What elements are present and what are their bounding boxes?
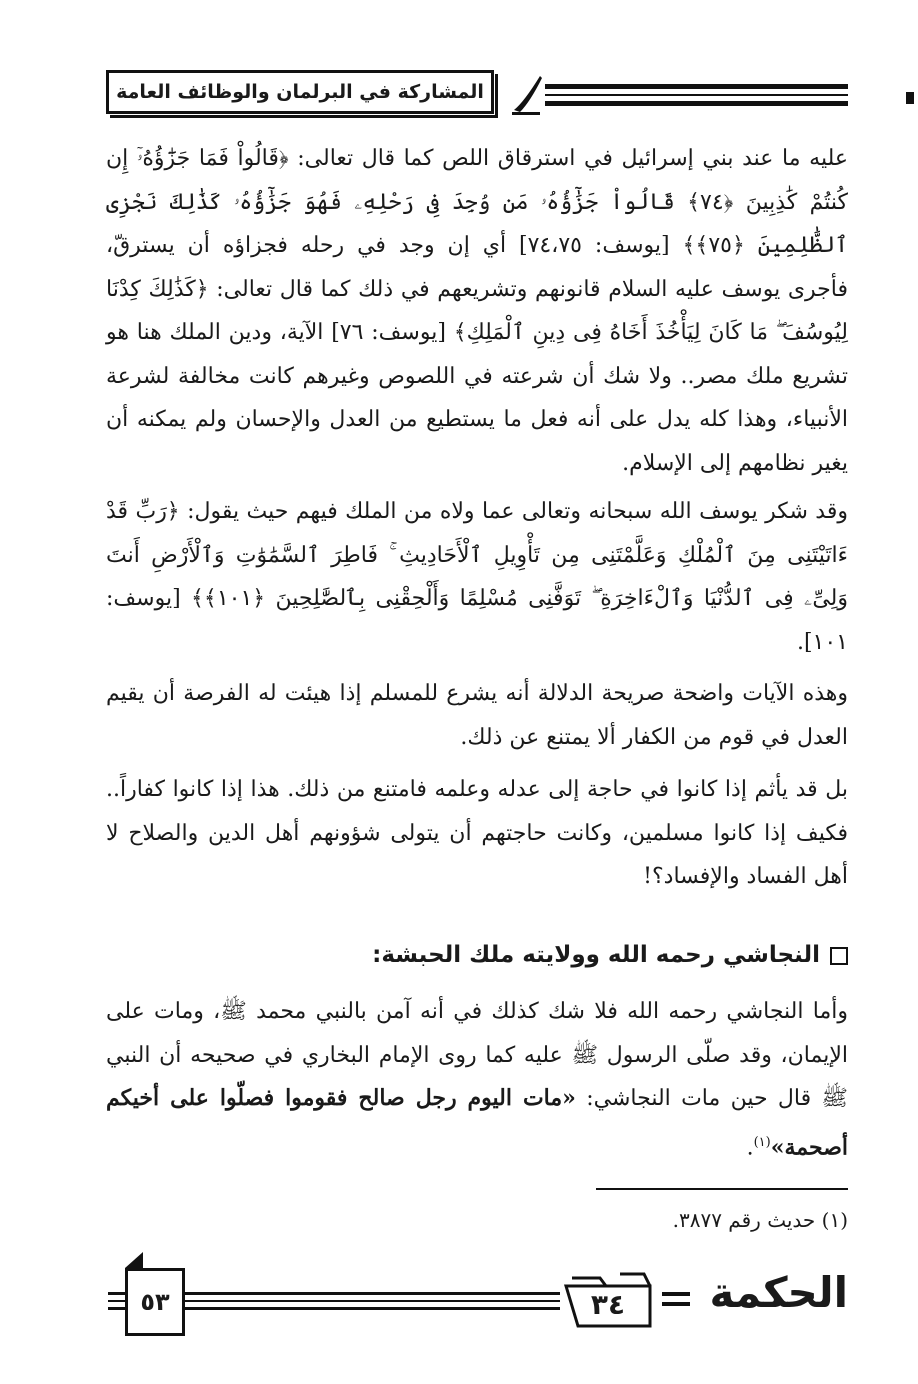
checkbox-bullet-icon — [830, 947, 848, 965]
footnote-reference[interactable]: (١) — [753, 1134, 771, 1150]
equals-bar-bottom — [662, 1302, 690, 1306]
header-rule-top — [545, 84, 848, 89]
paragraph-3: وهذه الآيات واضحة صريحة الدلالة أنه يشرع للمسلم إذا هيئت له الفرصة أن يقيم العدل في قوم من الكفار ألا يمتنع عن ذلك. — [106, 681, 848, 750]
paragraph-5-end: . — [746, 1134, 754, 1160]
header-rule-mid — [545, 94, 848, 96]
footnote: (١) حديث رقم ٣٨٧٧. — [672, 1208, 848, 1232]
section-heading-text: النجاشي رحمه الله وولايته ملك الحبشة: — [372, 942, 820, 968]
running-title — [106, 70, 494, 114]
running-title-text: المشاركة في البرلمان والوظائف العامة — [116, 81, 484, 103]
header-rule-bottom — [545, 101, 848, 106]
paragraph-2: وقد شكر يوسف الله سبحانه وتعالى عما ولاه من الملك فيهم حيث يقول: ﴿رَبِّ قَدْ ءَاتَيْتَنِى مِنَ ٱلْمُلْكِ وَعَلَّمْتَنِى مِن تَأْوِيلِ ٱلْأَحَادِيثِ ۚ فَاطِرَ ٱلسَّمَٰوَٰتِ وَٱلْأَرْضِ أَنتَ وَلِىِّۦ فِى ٱلدُّنْيَا وَٱلْءَاخِرَةِ ۖ تَوَفَّنِى مُسْلِمًا وَأَلْحِقْنِى بِٱلصَّٰلِحِينَ ﴿١٠١﴾﴾ [يوسف: ١٠١]. — [106, 499, 849, 655]
magazine-logo: الحكمة — [709, 1268, 848, 1317]
page-number — [125, 1268, 185, 1336]
page-box-corner — [125, 1252, 143, 1268]
hadith-quote: «مات اليوم رجل صالح فقوموا فصلّوا على أخيكم أصحمة» — [106, 1085, 848, 1160]
equals-bar-top — [662, 1292, 690, 1296]
paragraph-4: بل قد يأثم إذا كانوا في حاجة إلى عدله وعلمه فامتنع من ذلك. هذا إذا كانوا كفاراً.. فكيف إذا كانوا مسلمين، وكانت حاجتهم أن يتولى شؤونهم أهل الدين والصلاح لا أهل الفساد والإفساد؟! — [106, 777, 848, 889]
paragraph-1: عليه ما عند بني إسرائيل في استرقاق اللص كما قال تعالى: ﴿قَالُواْ فَمَا جَزَٰٓؤُهُۥٓ إِن كُنتُمْ كَٰذِبِينَ ﴿٧٤﴾ قَالُواْ جَزَٰٓؤُهُۥ مَن وُجِدَ فِى رَحْلِهِۦ فَهُوَ جَزَٰٓؤُهُۥ كَذَٰلِكَ نَجْزِى ٱلظَّٰلِمِينَ ﴿٧٥﴾﴾ [يوسف: ٧٤،٧٥] أي إن وجد في رحله فجزاؤه أن يسترقّ، فأجرى يوسف عليه السلام قانونهم وتشريعهم في ذلك كما قال تعالى: ﴿كَذَٰلِكَ كِدْنَا لِيُوسُفَ ۖ مَا كَانَ لِيَأْخُذَ أَخَاهُ فِى دِينِ ٱلْمَلِكِ﴾ [يوسف: ٧٦] الآية، ودين الملك هنا هو تشريع ملك مصر.. ولا شك أن شرعته في اللصوص وغيرهم كانت مخالفة لشرعة الأنبياء، وهذا كله يدل على أنه فعل ما يستطيع من العدل والإحسان ولم يمكنه أن يغير نظامهم إلى الإسلام. — [106, 146, 849, 476]
page-number-text: ٥٣ — [140, 1288, 170, 1316]
paragraph-5 — [106, 990, 848, 1169]
paragraph-5-text: وأما النجاشي رحمه الله فلا شك كذلك في أنه آمن بالنبي محمد ﷺ، ومات على الإيمان، وقد صلّى الرسول ﷺ عليه كما روى الإمام البخاري في صحيحه أن النبي ﷺ قال حين مات النجاشي: — [106, 999, 848, 1111]
footnote-separator — [596, 1188, 848, 1190]
section-heading — [106, 935, 848, 975]
margin-mark — [906, 92, 914, 104]
quill-pen-icon — [510, 72, 544, 116]
issue-number: ٣٤ — [590, 1287, 626, 1321]
